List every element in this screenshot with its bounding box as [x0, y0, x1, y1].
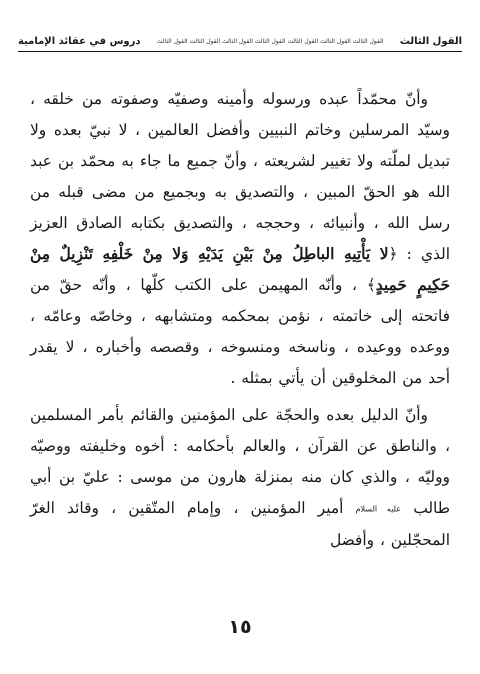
paragraph-2-text-b: أمير المؤمنين ، وإمام المتّقين ، وقائد الغرّ المحجّلين ، وأفضل: [30, 499, 450, 549]
quran-verse: لا يَأْتِيهِ الباطِلُ مِنْ بَيْنِ يَدَيْهِ وَلا مِنْ خَلْفِهِ تَنْزِيلٌ مِنْ حَكِيمٍ حَمِيدٍ: [30, 245, 450, 294]
paragraph-2-text-a: وأنّ الدليل بعده والحجّة على المؤمنين والقائم بأمر المسلمين ، والناطق عن القرآن ، والعالم بأحكامه : أخوه وخليفته ووصيّه ووليّه ، والذي كان منه بمنزلة هارون من موسى : عليّ بن أبي طالب: [30, 406, 450, 517]
header-decorative-line: القول الثالث القول الثالث القول الثالث القول الثالث القول الثالث القول الثالث القول الثالث: [156, 37, 384, 45]
running-header: [18, 33, 462, 52]
page-number: ١٥: [228, 616, 252, 638]
paragraph-1-text-a: وأنّ محمّداً عبده ورسوله وأمينه وصفيّه وصفوته من خلقه ، وسيّد المرسلين وخاتم النبيين وأفضل العالمين ، لا نبيّ بعده ولا تبديل لملّته ولا تغيير لشريعته ، وأنّ جميع ما جاء به محمّد بن عبد الله هو الحقّ المبين ، والتصديق به وبجميع من مضى قبله من رسل الله ، وأنبيائه ، وحججه ، والتصديق بكتابه الصادق العزيز الذي : ﴿: [30, 90, 450, 263]
header-chapter-title: القول الثالث: [399, 35, 462, 47]
header-book-title: دروس في عقائد الإمامية: [18, 35, 141, 47]
honorific-symbol: عليه السلام: [355, 504, 402, 514]
paragraph-1-text-b: ﴾ ، وأنّه المهيمن على الكتب كلّها ، وأنّه حقّ من فاتحته إلى خاتمته ، نؤمن بمحكمه ومتشابهه ، وخاصّه وعامّه ، ووعده ووعيده ، وناسخه ومنسوخه ، وقصصه وأخباره ، لا يقدر أحد من المخلوقين أن يأتي بمثله .: [30, 276, 450, 387]
paragraph-1: [30, 84, 450, 394]
paragraph-2: [30, 400, 450, 556]
page-body: [30, 84, 450, 562]
